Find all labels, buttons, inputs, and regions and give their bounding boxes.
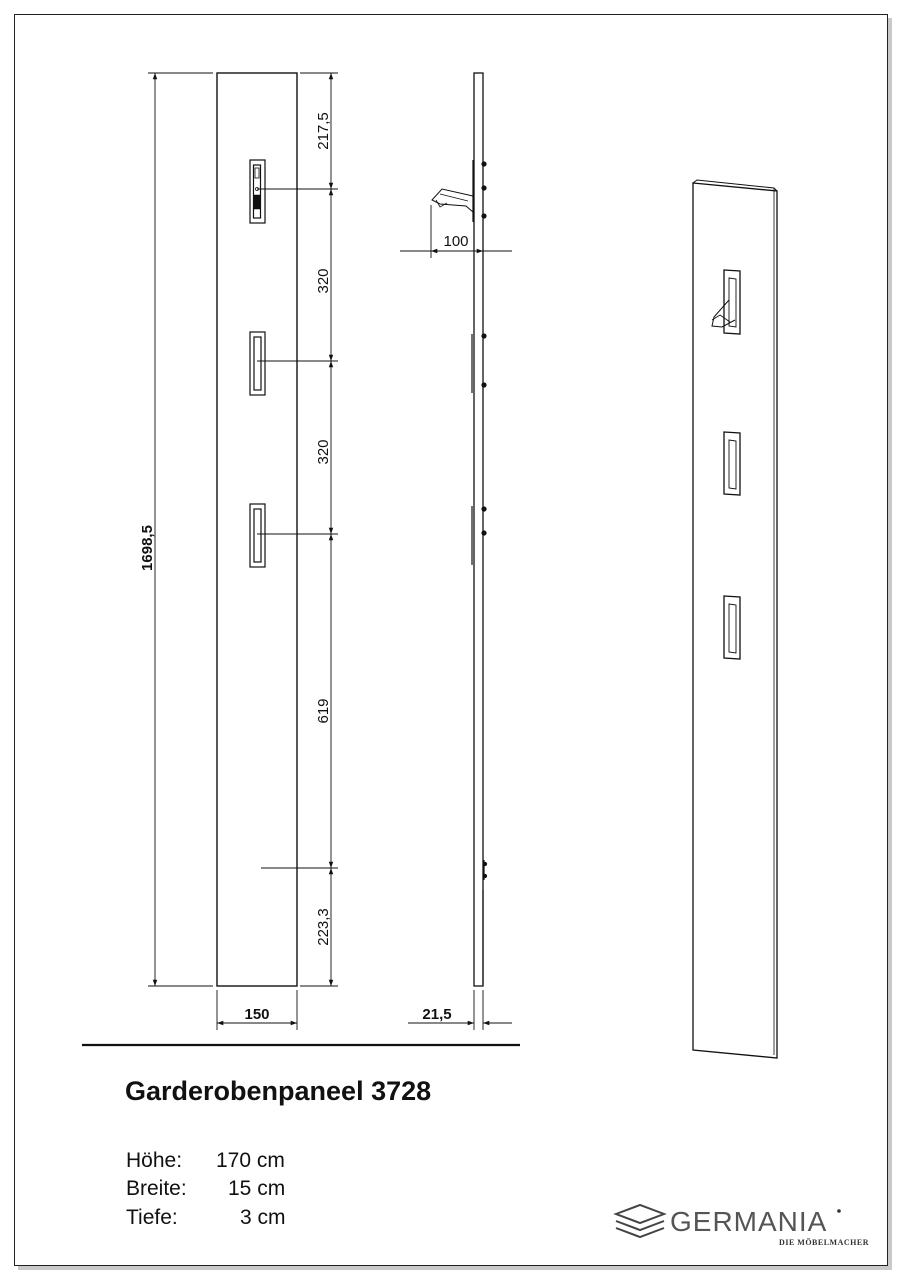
spec-value-height: 170 cm [216, 1149, 285, 1172]
hook-slot-2 [250, 332, 265, 395]
germania-logo [616, 1205, 869, 1247]
hook-slot-1 [250, 160, 265, 223]
front-view [148, 73, 338, 1030]
spec-label-depth: Tiefe: [126, 1206, 178, 1229]
dim-total-height: 1698,5 [139, 525, 156, 571]
perspective-hook-2 [724, 432, 740, 495]
dim-width: 150 [244, 1006, 270, 1023]
perspective-hook-1 [712, 270, 740, 334]
side-hook-1 [432, 160, 486, 222]
product-title: Garderobenpaneel 3728 [125, 1076, 432, 1106]
dim-depth: 21,5 [422, 1006, 452, 1023]
logo-mark [616, 1205, 664, 1237]
side-view [400, 73, 512, 1030]
panel-side-outline [474, 73, 483, 986]
panel-front-outline [217, 73, 297, 986]
hook-slot-3 [250, 504, 265, 567]
logo-tagline: DIE MÖBELMACHER [779, 1238, 869, 1247]
perspective-view [693, 180, 777, 1058]
logo-wordmark: GERMANIA [670, 1206, 828, 1237]
dim-spacing-2: 320 [315, 439, 332, 465]
dim-bottom-offset: 223,3 [315, 908, 332, 946]
spec-label-width: Breite: [126, 1177, 187, 1200]
dim-top-offset: 217,5 [315, 112, 332, 150]
dim-spacing-3: 619 [315, 698, 332, 724]
perspective-hook-3 [724, 596, 740, 659]
spec-value-depth: 3 cm [240, 1206, 286, 1229]
panel-perspective-front [693, 183, 777, 1058]
side-bottom-fitting [483, 860, 487, 985]
spec-label-height: Höhe: [126, 1149, 183, 1172]
dim-spacing-1: 320 [315, 268, 332, 294]
spec-value-width: 15 cm [228, 1177, 286, 1200]
dim-hook-projection: 100 [443, 233, 469, 250]
